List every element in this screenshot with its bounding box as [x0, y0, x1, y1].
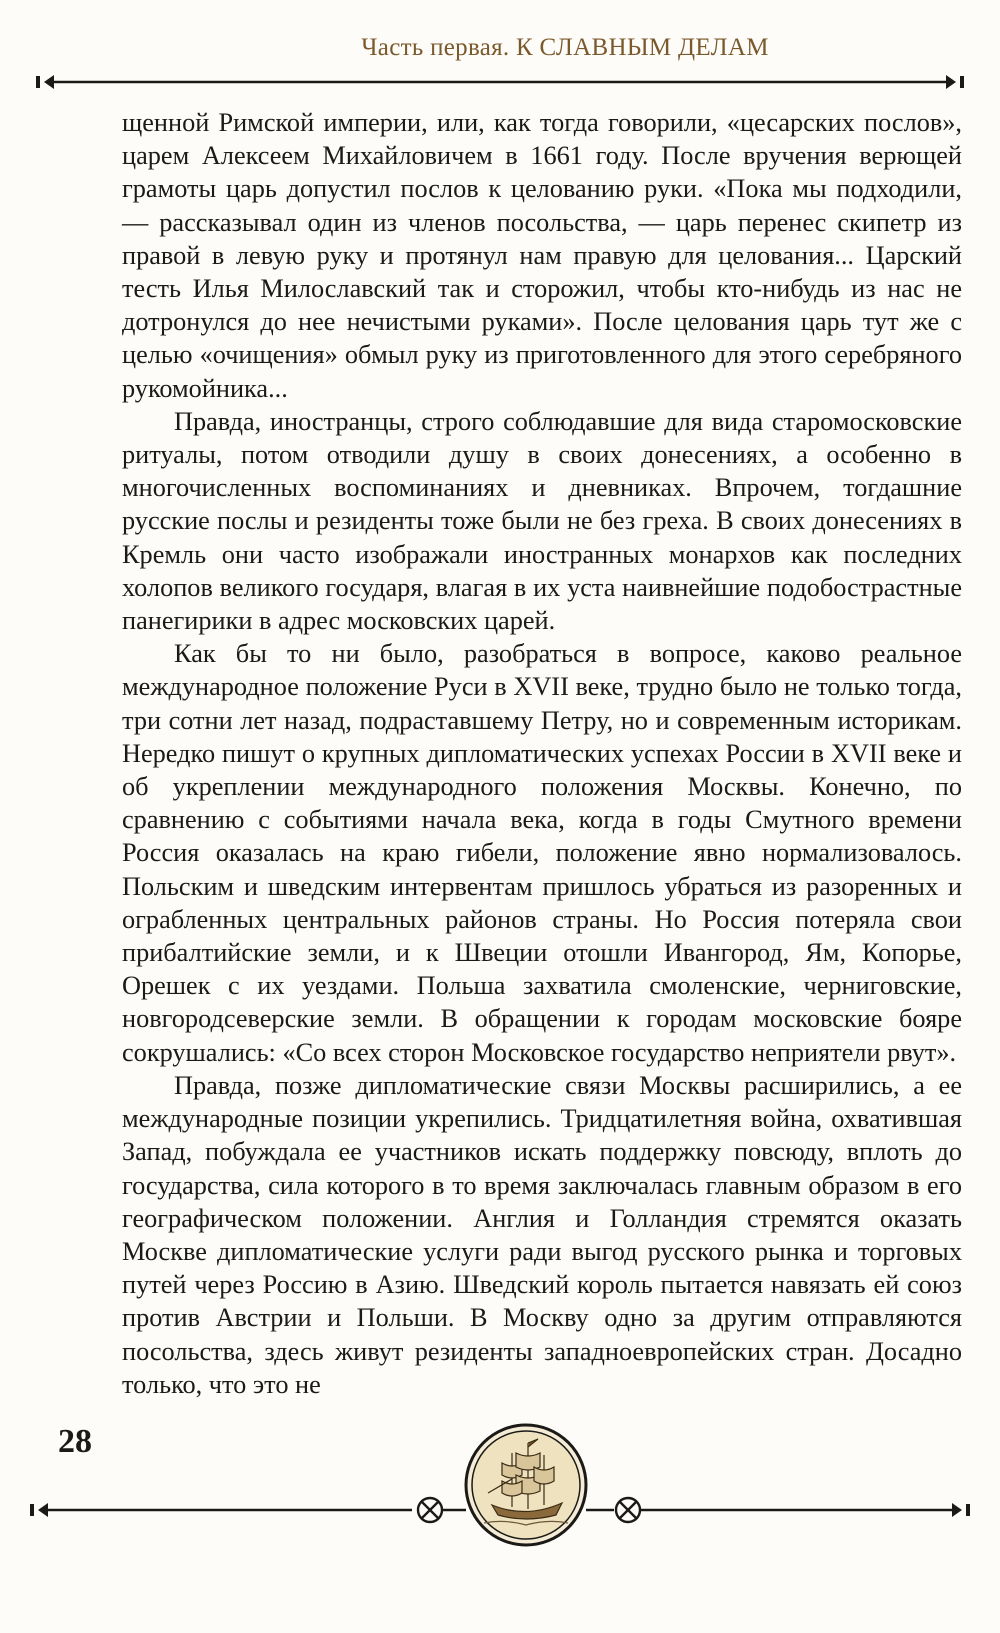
crossed-circle-icon-right: [616, 1498, 640, 1522]
page-number: 28: [58, 1423, 92, 1460]
page-body: [122, 106, 962, 1401]
ship-medallion-icon: [464, 1423, 588, 1547]
paragraph-1: щенной Римской империи, или, как тогда говорили, «цесарских послов», царем Алексеем Михайловичем в 1661 году. После вручения верющей грамоты царь допустил послов к целованию руки. «Пока мы подходили, — рассказывал один из членов посольства, — царь перенес скипетр из правой в левую руку и протянул нам правую для целования... Царский тесть Илья Милославский так и сторожил, чтобы кто-нибудь из нас не дотронулся до нее нечистыми руками». После целования царь тут же с целью «очищения» обмыл руку из приготовленного для этого серебряного рукомойника...: [122, 108, 962, 403]
running-header-title: Часть первая. К СЛАВНЫМ ДЕЛАМ: [361, 34, 769, 61]
rule-end-bar-left: [36, 76, 40, 88]
paragraph-3: Как бы то ни было, разобраться в вопросе, каково реальное международное положение Руси в XVII веке, трудно было не только тогда, три сотни лет назад, подраставшему Петру, но и современным историкам. Нередко пишут о крупных дипломатических успехах России в XVII веке и об укреплении международного положения Москвы. Конечно, по сравнению с событиями начала века, когда в годы Смутного времени Россия оказалась на краю гибели, положение явно нормализовалось. Польским и шведским интервентам пришлось убраться из разоренных и ограбленных центральных районов страны. Но Россия потеряла свои прибалтийские земли, и к Швеции отошли Ивангород, Ям, Копорье, Орешек с их уездами. Польша захватила смоленские, черниговские, новгородсеверские земли. В обращении к городам московские бояре сокрушались: «Со всех сторон Московское государство неприятели рвут».: [122, 639, 962, 1067]
rule-arrow-left-icon: [44, 75, 54, 89]
footer-arrow-left-icon: [38, 1503, 48, 1517]
header-rule: [36, 70, 964, 94]
paragraph-2: Правда, иностранцы, строго соблюдавшие для вида старомосковские ритуалы, потом отводили душу в своих донесениях, а особенно в многочисленных воспоминаниях и дневниках. Впрочем, тогдашние русские послы и резиденты тоже были не без греха. В своих донесениях в Кремль они часто изображали иностранных монархов как последних холопов великого государя, влагая в их уста наивнейшие подобострастные панегирики в адрес московских царей.: [122, 406, 962, 636]
rule-arrow-right-icon: [946, 75, 956, 89]
rule-end-bar-right: [960, 76, 964, 88]
crossed-circle-icon-left: [418, 1498, 442, 1522]
paragraph-4: Правда, позже дипломатические связи Москвы расширились, а ее международные позиции укрепились. Тридцатилетняя война, охватившая Запад, побуждала ее участников искать поддержку повсюду, вплоть до государства, сила которого в то время заключалась главным образом в его географическом положении. Англия и Голландия стремятся оказать Москве дипломатические услуги ради выгод русского рынка и торговых путей через Россию в Азию. Шведский король пытается навязать ей союз против Австрии и Польши. В Москву одно за другим отправляются посольства, здесь живут резиденты западноевропейских стран. Досадно только, что это не: [122, 1070, 962, 1399]
footer-end-bar-left: [30, 1504, 34, 1516]
footer-end-bar-right: [966, 1504, 970, 1516]
footer-arrow-right-icon: [952, 1503, 962, 1517]
